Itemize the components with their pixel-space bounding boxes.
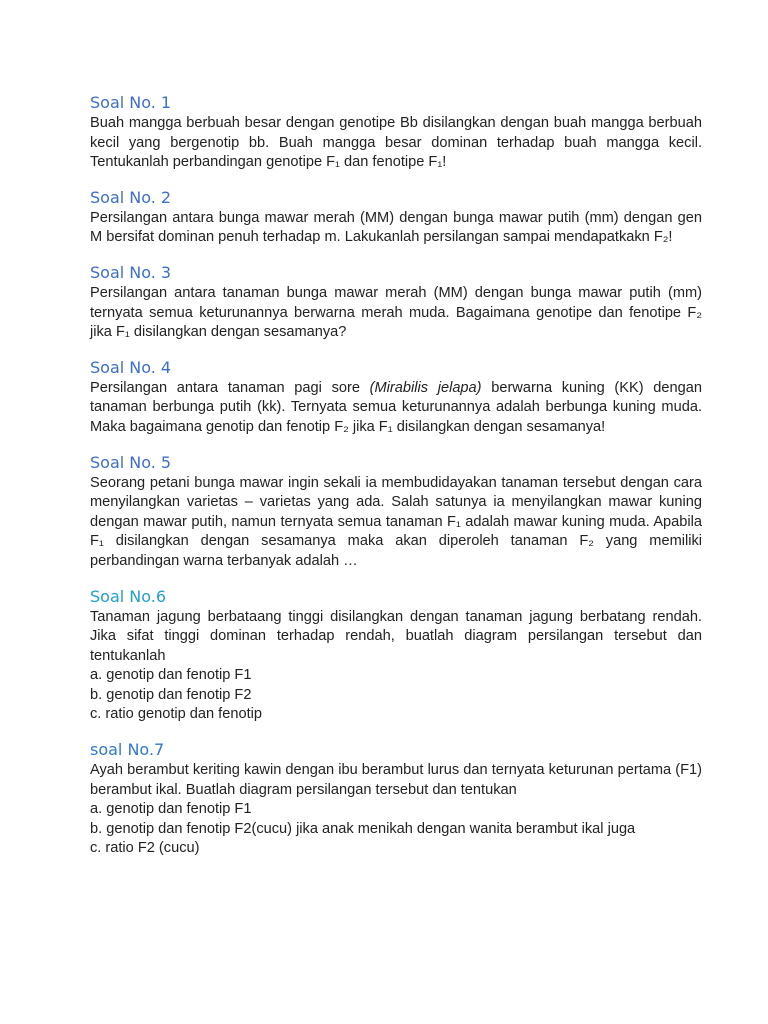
- list-item: b. genotip dan fenotip F2: [90, 686, 252, 703]
- question-text: Buah mangga berbuah besar dengan genotipe Bb disilangkan dengan buah mangga berbuah kecil yang bergenotip bb. Buah mangga besar dominan terhadap buah mangga kecil. Tentukanlah perbandingan genotipe F₁ dan fenotipe F₁!: [90, 115, 702, 171]
- question-text-start: Persilangan antara tanaman pagi sore: [90, 379, 370, 396]
- question-6: [90, 586, 702, 726]
- question-title: Soal No. 2: [90, 187, 172, 207]
- list-item: b. genotip dan fenotip F2(cucu) jika anak menikah dengan wanita berambut ikal juga: [90, 820, 636, 837]
- question-title: Soal No.6: [90, 586, 167, 606]
- question-text: Persilangan antara bunga mawar merah (MM) dengan bunga mawar putih (mm) dengan gen M bersifat dominan penuh terhadap m. Lakukanlah persilangan sampai mendapatkakn F₂!: [90, 209, 702, 246]
- list-item: a. genotip dan fenotip F1: [90, 801, 252, 818]
- question-title: Soal No. 1: [90, 93, 172, 112]
- question-title: Soal No. 5: [90, 452, 172, 472]
- question-2: [90, 187, 702, 248]
- question-text: Ayah berambut keriting kawin dengan ibu berambut lurus dan ternyata keturunan pertama (F1) berambut ikal. Buatlah diagram persilangan tersebut dan tentukan: [90, 762, 702, 798]
- question-7: [90, 739, 702, 859]
- question-title: Soal No. 3: [90, 262, 172, 282]
- question-text-end: berwarna kuning (KK) dengan tanaman berbunga putih (kk). Ternyata semua keturunannya adalah berbunga kuning muda. Maka bagaimana genotip dan fenotip F₂ jika F₁ disilangkan dengan sesamanya!: [90, 379, 702, 435]
- list-item: c. ratio genotip dan fenotip: [90, 706, 263, 723]
- question-text: [90, 379, 702, 438]
- question-title: soal No.7: [90, 740, 165, 760]
- question-5: [90, 452, 702, 572]
- question-text: Persilangan antara tanaman bunga mawar merah (MM) dengan bunga mawar putih (mm) ternyata semua keturunannya berwarna merah muda. Bagaimana genotipe dan fenotipe F₂ jika F₁ disilangkan dengan sesamanya?: [90, 284, 702, 341]
- question-1: [90, 92, 702, 173]
- question-4: [90, 357, 702, 438]
- species-name: (Mirabilis jelapa): [369, 379, 482, 396]
- question-title: Soal No. 4: [90, 357, 172, 377]
- question-text: Seorang petani bunga mawar ingin sekali ia membudidayakan tanaman tersebut dengan cara menyilangkan varietas – varietas yang ada. Salah satunya ia menyilangkan mawar kuning dengan mawar putih, namun ternyata semua tanaman F₁ adalah mawar kuning muda. Apabila F₁ disilangkan dengan sesamanya maka akan diperoleh tanaman F₂ yang memiliki perbandingan warna terbanyak adalah …: [90, 474, 702, 569]
- list-item: a. genotip dan fenotip F1: [90, 667, 252, 684]
- question-text: Tanaman jagung berbataang tinggi disilangkan dengan tanaman jagung berbatang rendah. Jika sifat tinggi dominan terhadap rendah, buatlah diagram persilangan tersebut dan tentukanlah: [90, 608, 702, 664]
- question-3: [90, 262, 702, 343]
- document-page: [90, 92, 702, 873]
- list-item: c. ratio F2 (cucu): [90, 840, 200, 857]
